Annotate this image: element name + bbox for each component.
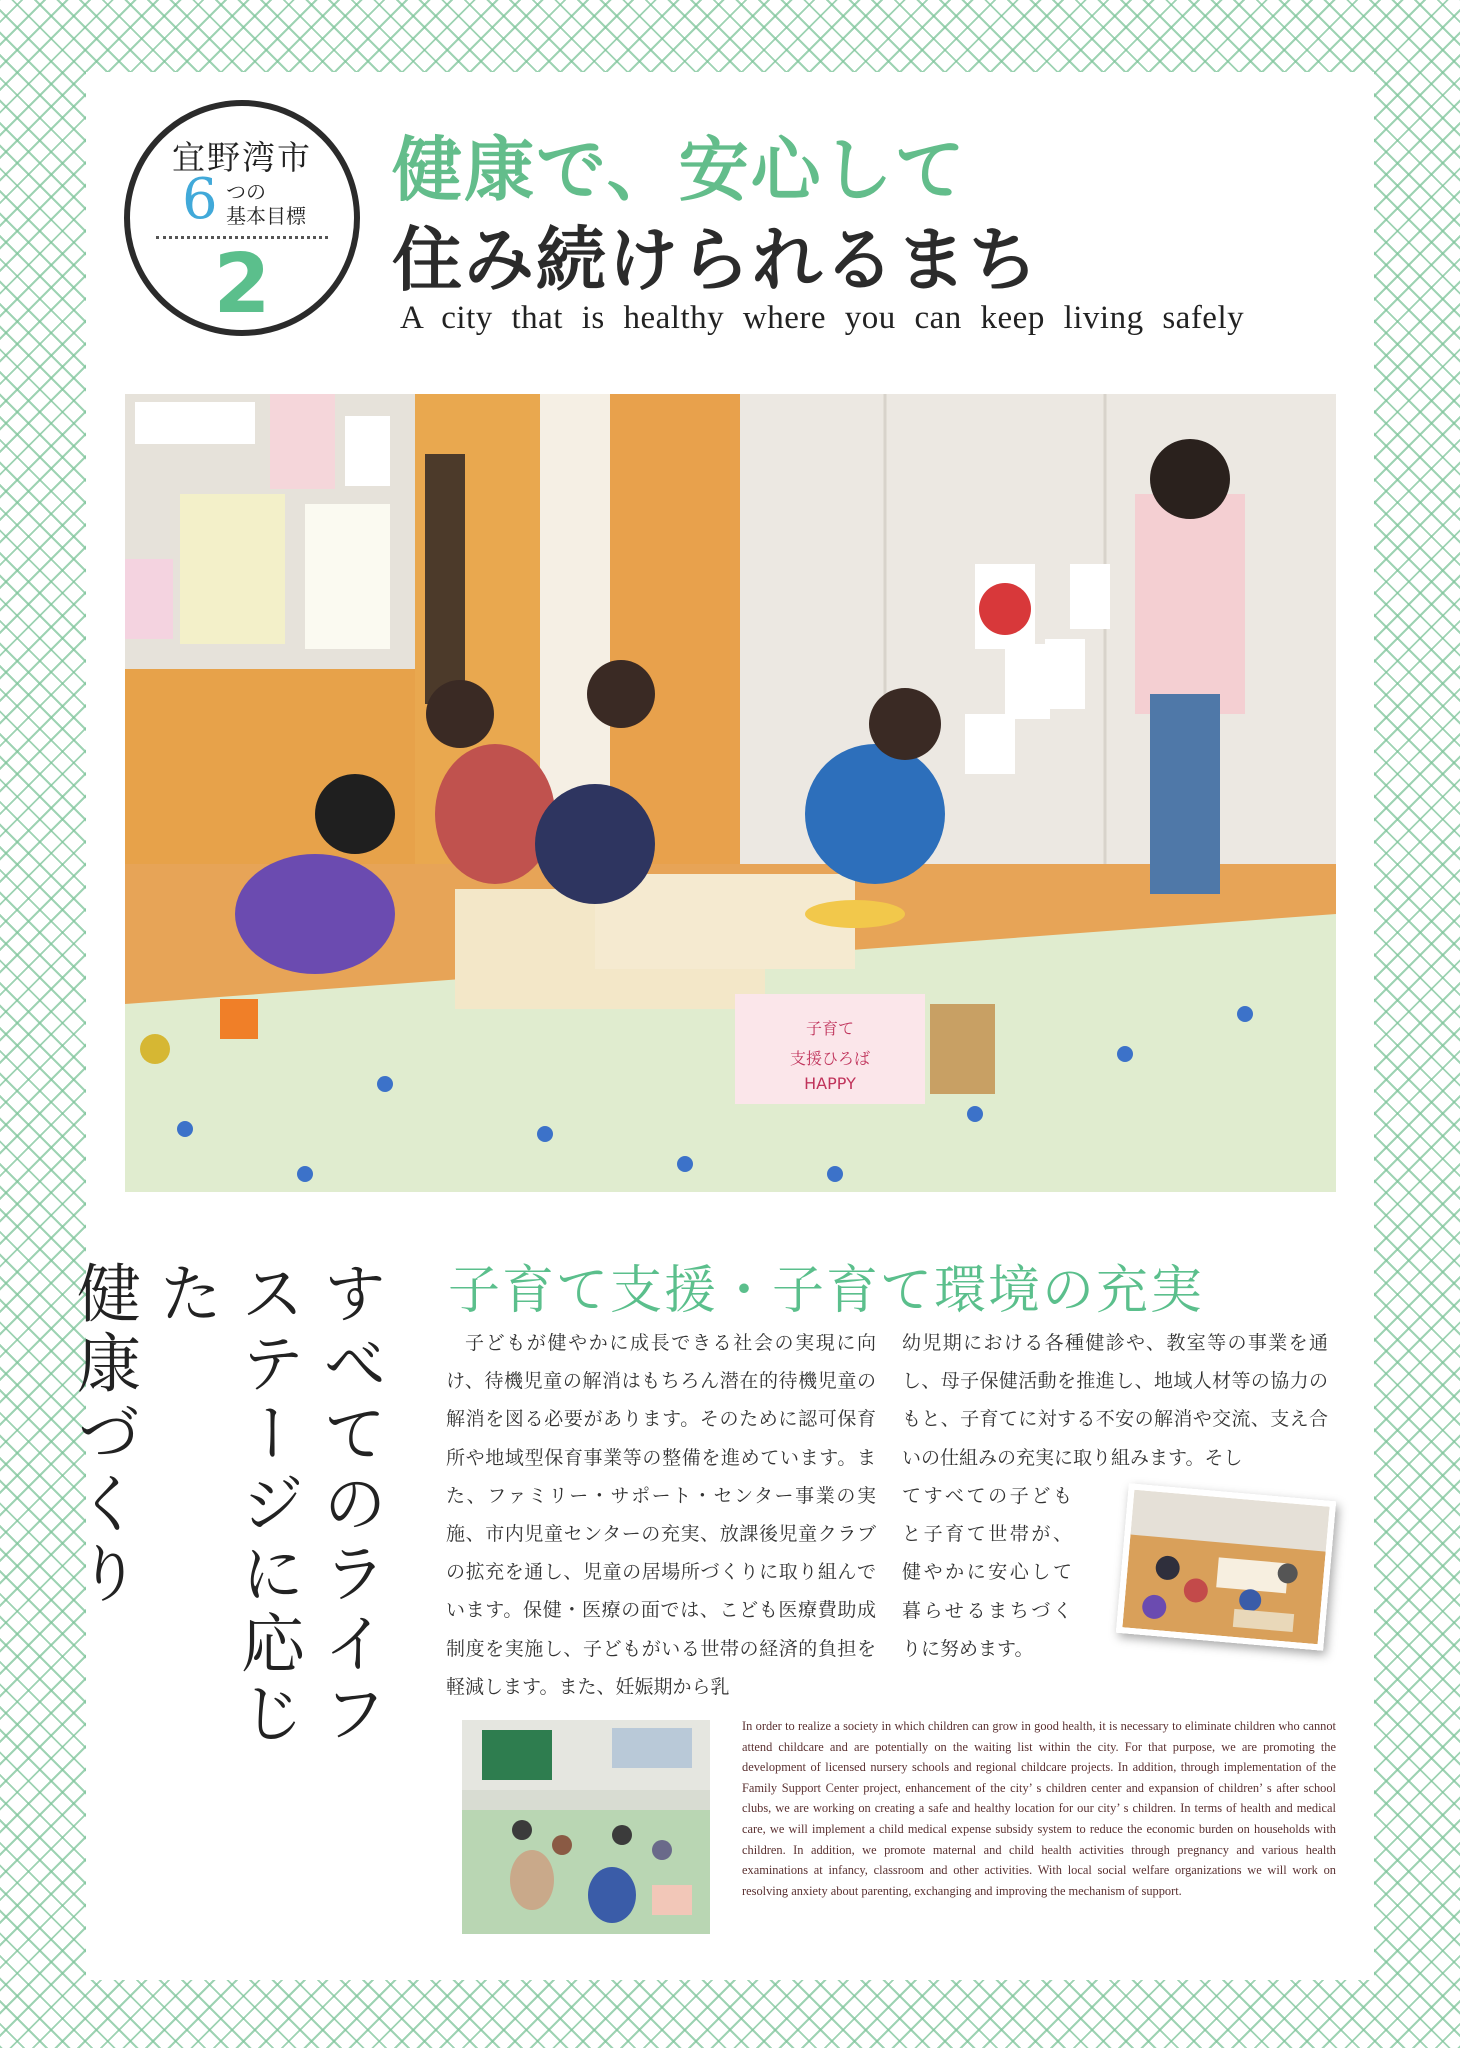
badge-six: 6 xyxy=(182,167,218,232)
page-title-line2: 住み続けられるまち xyxy=(392,219,1040,301)
small-activity-photo xyxy=(1116,1483,1336,1651)
hero-photo xyxy=(125,394,1336,1192)
vertical-section-title xyxy=(66,1260,390,1800)
svg-text:子育て: 子育て xyxy=(805,1019,855,1038)
japanese-body-column2-continued: てすべての子どもと子育て世帯が、健やかに安心して暮らせるまちづくりに努めます。 xyxy=(902,1485,1072,1660)
badge-city-name: 宜野湾市 xyxy=(172,138,312,177)
goal-badge xyxy=(124,100,360,336)
badge-sub-line1: つの xyxy=(226,180,266,204)
svg-text:支援ひろば: 支援ひろば xyxy=(789,1049,871,1068)
vertical-title-line1: すべてのライフ xyxy=(312,1260,386,1750)
badge-goal-count xyxy=(180,167,320,232)
page-subtitle-english: A city that is healthy where you can keep living safely xyxy=(400,300,1245,336)
page-panel xyxy=(66,72,1374,1980)
svg-text:HAPPY: HAPPY xyxy=(804,1074,856,1093)
bottom-activity-photo xyxy=(462,1720,710,1934)
vertical-title-line3: 健康づくり xyxy=(66,1260,140,1610)
badge-sub-line2: 基本目標 xyxy=(226,204,306,228)
japanese-body-column1: 子どもが健やかに成長できる社会の実現に向け、待機児童の解消はもちろん潜在的待機児童の解消を図る必要があります。そのために認可保育所や地域型保育事業等の整備を進めています。また、ファミリー・サポート・センター事業の実施、市内児童センターの充実、放課後児童クラブの拡充を通し、児童の居場所づくりに取り組んでいます。保健・医療の面では、こども医療費助成制度を実施し、子どもがいる世帯の経済的負担を軽減します。また、妊娠期から乳 xyxy=(446,1332,876,1698)
page-title-line1: 健康で、安心して xyxy=(392,129,967,211)
badge-sub-label xyxy=(226,180,306,228)
english-body-text: In order to realize a society in which children can grow in good health, it is necessary to eliminate children who cannot attend childcare and are potentially on the waiting list within the city. For that purpose, we are promoting the development of licensed nursery schools and regional childcare projects. In addition, through implementation of the Family Support Center project, enhancement of the city’ s children center and expansion of children’ s after school clubs, we are working on creating a safe and healthy location for our city’ s children. In terms of health and medical care, we will implement a child medical expense subsidy system to reduce the economic burden on households with children. In addition, we promote maternal and child health activities through pregnancy and various health examinations at infancy, classroom and other activities. With local social welfare organizations we will work on resolving anxiety about parenting, exchanging and improving the mechanism of support. xyxy=(742,1719,1336,1898)
vertical-title-line2: ステージに応じた xyxy=(148,1260,304,1750)
section-heading: 子育て支援・子育て環境の充実 xyxy=(448,1261,1205,1321)
badge-goal-number: 2 xyxy=(213,237,271,332)
japanese-body-column2: 幼児期における各種健診や、教室等の事業を通し、母子保健活動を推進し、地域人材等の協力のもと、子育てに対する不安の解消や交流、支え合いの仕組みの充実に取り組みます。そし xyxy=(902,1332,1328,1469)
